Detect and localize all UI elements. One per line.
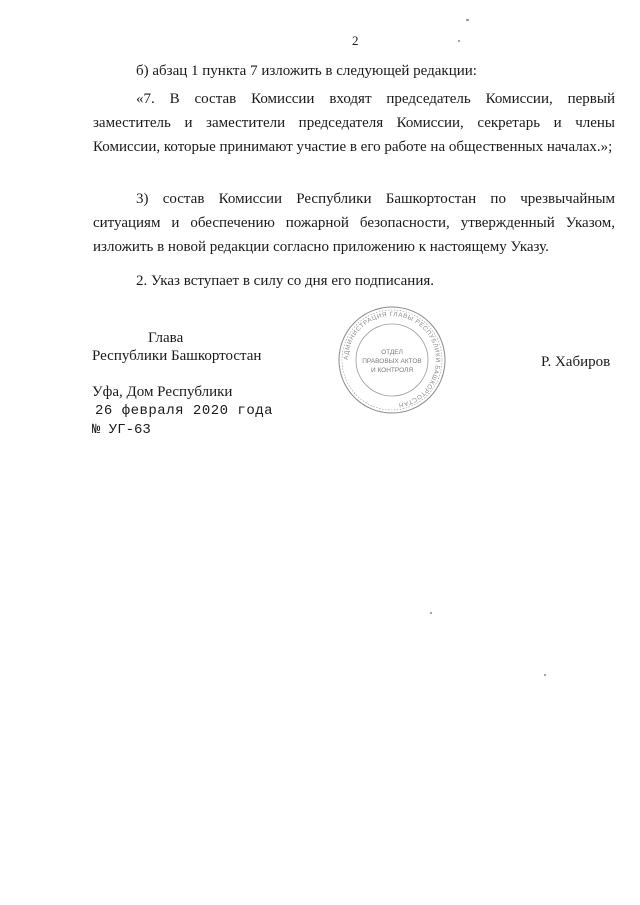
paragraph-clause-7: «7. В состав Комиссии входят председатель Комиссии, первый заместитель и заместители председателя Комиссии, секретарь и члены Комиссии, которые принимают участие в его работе на общественных началах.»;	[93, 91, 615, 155]
signature-name: Р. Хабиров	[541, 354, 611, 370]
signature-title-line2: Республики Башкортостан	[92, 348, 262, 364]
page-number: 2	[352, 33, 359, 48]
scan-speck	[430, 612, 432, 614]
stamp-ring-text: АДМИНИСТРАЦИЯ ГЛАВЫ РЕСПУБЛИКИ БАШКОРТОСТАН	[342, 310, 442, 409]
issue-place: Уфа, Дом Республики	[92, 384, 233, 400]
decree-number: № УГ-63	[92, 422, 151, 438]
signature-title-line1: Глава	[148, 330, 184, 346]
paragraph-amendment-3: 3) состав Комиссии Республики Башкортостан по чрезвычайным ситуациям и обеспечению пожарной безопасности, утвержденный Указом, изложить в новой редакции согласно приложению к настоящему Указу.	[93, 191, 615, 255]
stamp-center-line1: ОТДЕЛ	[381, 349, 403, 356]
official-stamp	[337, 305, 447, 415]
paragraph-effective-date: 2. Указ вступает в силу со дня его подписания.	[136, 273, 434, 289]
stamp-center-line3: И КОНТРОЛЯ	[370, 367, 414, 374]
scan-speck	[544, 674, 546, 676]
stamp-center-line2: ПРАВОВЫХ АКТОВ	[362, 358, 422, 365]
issue-date: 26 февраля 2020 года	[95, 403, 274, 419]
paragraph-amendment-b: б) абзац 1 пункта 7 изложить в следующей редакции:	[136, 63, 477, 79]
scan-speck	[466, 19, 469, 21]
scan-speck	[458, 40, 460, 42]
